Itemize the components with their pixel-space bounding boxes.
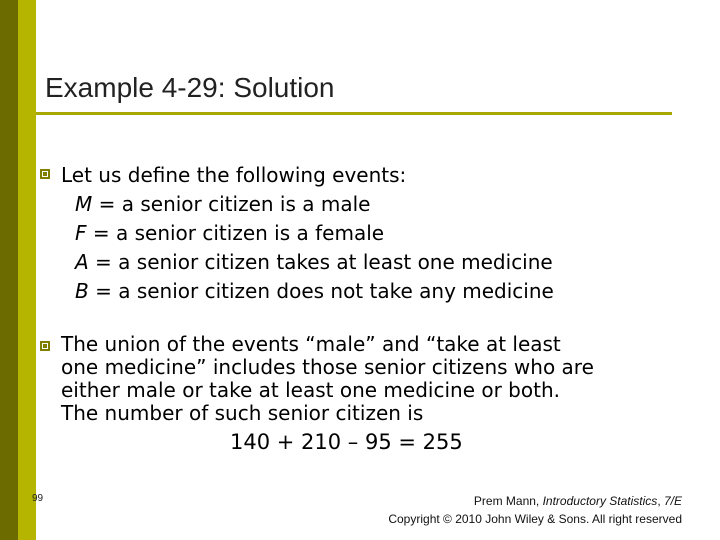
event-f-var: F — [75, 221, 87, 245]
event-m-var: M — [75, 192, 93, 216]
union-line-1: The union of the events “male” and “take at least — [61, 332, 561, 356]
sidebar-dark-stripe — [0, 0, 18, 540]
events-definition — [61, 161, 554, 306]
event-a-line — [75, 248, 554, 277]
footer-book-line — [388, 492, 682, 510]
event-a-var: A — [75, 250, 89, 274]
page-number: 99 — [32, 493, 44, 504]
union-line-4: The number of such senior citizen is — [61, 401, 424, 425]
union-formula: 140 + 210 – 95 = 255 — [230, 430, 463, 454]
event-m-text: = a senior citizen is a male — [92, 192, 371, 216]
footer-credit — [388, 492, 682, 528]
sidebar-light-stripe — [18, 0, 36, 540]
union-line-3: either male or take at least one medicine or both. — [61, 378, 560, 402]
events-intro: Let us define the following events: — [61, 163, 407, 187]
title-underline — [36, 112, 672, 115]
footer-author: Prem Mann, — [473, 494, 543, 508]
event-a-text: = a senior citizen takes at least one medicine — [88, 250, 553, 274]
bullet-square-icon — [40, 341, 50, 351]
slide-title: Example 4-29: Solution — [45, 72, 335, 103]
event-f-line — [75, 219, 554, 248]
event-b-var: B — [75, 279, 89, 303]
event-b-text: = a senior citizen does not take any medicine — [88, 279, 554, 303]
event-f-text: = a senior citizen is a female — [86, 221, 385, 245]
event-m-line — [75, 190, 554, 219]
union-explanation — [61, 333, 594, 425]
footer-separator: , — [657, 494, 664, 508]
footer-edition: 7/E — [663, 494, 682, 508]
union-line-2: one medicine” includes those senior citizens who are — [61, 355, 594, 379]
footer-copyright: Copyright © 2010 John Wiley & Sons. All right reserved — [388, 512, 682, 526]
bullet-square-icon — [40, 169, 50, 179]
event-b-line — [75, 277, 554, 306]
footer-book-title: Introductory Statistics — [542, 494, 658, 508]
